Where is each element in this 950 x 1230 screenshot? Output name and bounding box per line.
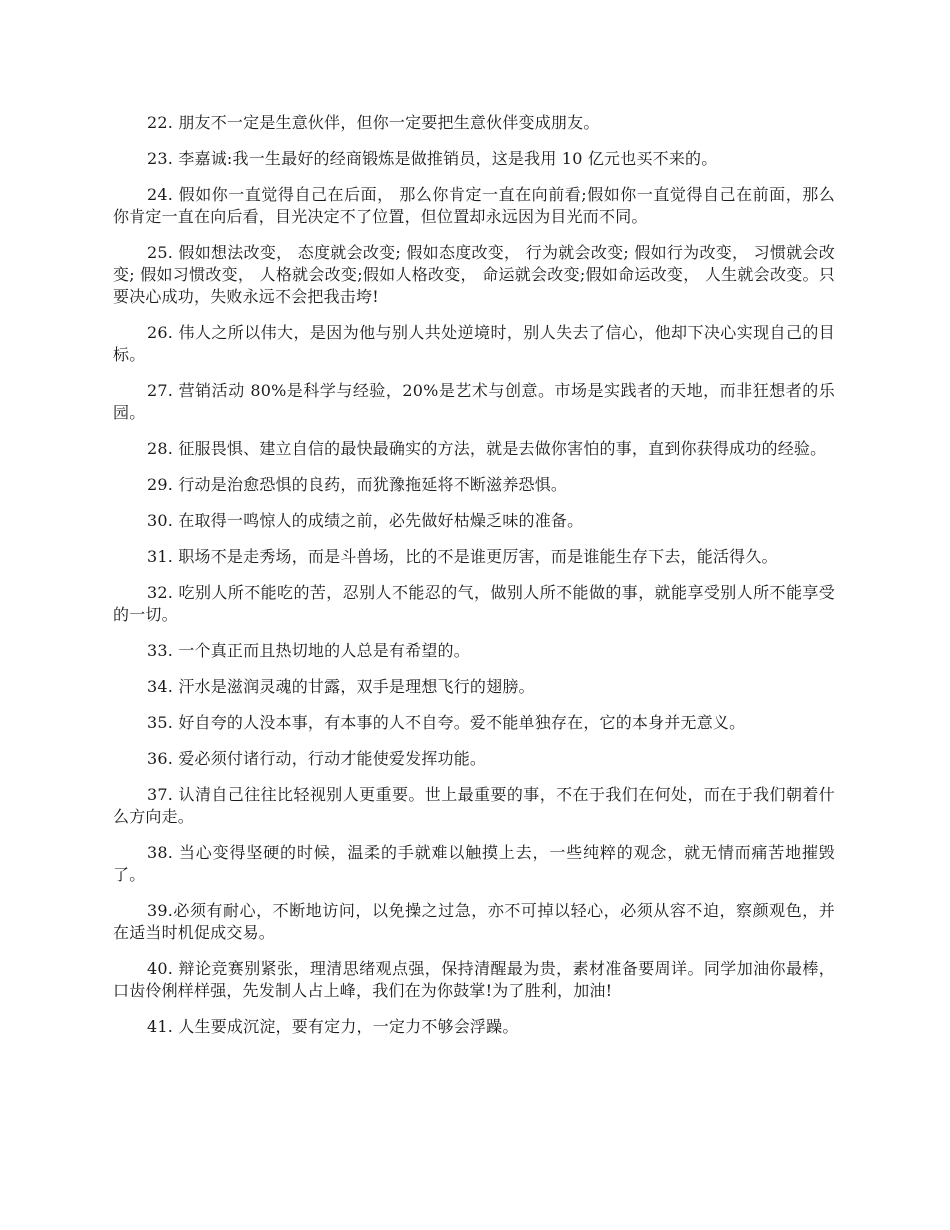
paragraph-40: 40. 辩论竞赛别紧张，理清思绪观点强，保持清醒最为贵，素材准备要周详。同学加油你最棒，口齿伶俐样样强，先发制人占上峰，我们在为你鼓掌!为了胜利，加油! — [113, 959, 835, 1000]
paragraph-24: 24. 假如你一直觉得自己在后面， 那么你肯定一直在向前看;假如你一直觉得自己在前面，那么你肯定一直在向后看，目光决定不了位置，但位置却永远因为目光而不同。 — [113, 185, 835, 226]
paragraph-36: 36. 爱必须付诸行动，行动才能使爱发挥功能。 — [147, 749, 487, 768]
paragraph-26: 26. 伟人之所以伟大，是因为他与别人共处逆境时，别人失去了信心，他却下决心实现自己的目标。 — [113, 323, 835, 364]
paragraph-25: 25. 假如想法改变， 态度就会改变; 假如态度改变， 行为就会改变; 假如行为改变， 习惯就会改变; 假如习惯改变， 人格就会改变;假如人格改变， 命运就会改变;假如命运改变， 人生就会改变。只要决心成功，失败永远不会把我击垮! — [113, 243, 835, 306]
paragraph-37: 37. 认清自己往往比轻视别人更重要。世上最重要的事，不在于我们在何处，而在于我们朝着什么方向走。 — [113, 785, 835, 826]
document-body — [113, 112, 835, 1052]
paragraph-22: 22. 朋友不一定是生意伙伴，但你一定要把生意伙伴变成朋友。 — [147, 113, 600, 132]
paragraph-39: 39.必须有耐心，不断地访问，以免操之过急，亦不可掉以轻心，必须从容不迫，察颜观色，并在适当时机促成交易。 — [113, 901, 835, 942]
paragraph-32: 32. 吃别人所不能吃的苦，忍别人不能忍的气，做别人所不能做的事，就能享受别人所不能享受的一切。 — [113, 583, 835, 624]
paragraph-23: 23. 李嘉诚:我一生最好的经商锻炼是做推销员，这是我用 10 亿元也买不来的。 — [147, 149, 718, 168]
paragraph-41: 41. 人生要成沉淀，要有定力，一定力不够会浮躁。 — [147, 1017, 519, 1036]
paragraph-34: 34. 汗水是滋润灵魂的甘露，双手是理想飞行的翅膀。 — [147, 677, 535, 696]
paragraph-35: 35. 好自夸的人没本事，有本事的人不自夸。爱不能单独存在，它的本身并无意义。 — [147, 713, 746, 732]
paragraph-29: 29. 行动是治愈恐惧的良药，而犹豫拖延将不断滋养恐惧。 — [147, 475, 568, 494]
paragraph-33: 33. 一个真正而且热切地的人总是有希望的。 — [147, 641, 470, 660]
paragraph-28: 28. 征服畏惧、建立自信的最快最确实的方法，就是去做你害怕的事，直到你获得成功的经验。 — [147, 439, 827, 458]
paragraph-38: 38. 当心变得坚硬的时候，温柔的手就难以触摸上去，一些纯粹的观念，就无情而痛苦地摧毁了。 — [113, 843, 835, 884]
paragraph-30: 30. 在取得一鸣惊人的成绩之前，必先做好枯燥乏味的准备。 — [147, 511, 584, 530]
paragraph-31: 31. 职场不是走秀场，而是斗兽场，比的不是谁更厉害，而是谁能生存下去，能活得久。 — [147, 547, 778, 566]
paragraph-27: 27. 营销活动 80%是科学与经验，20%是艺术与创意。市场是实践者的天地，而非狂想者的乐园。 — [113, 381, 835, 422]
